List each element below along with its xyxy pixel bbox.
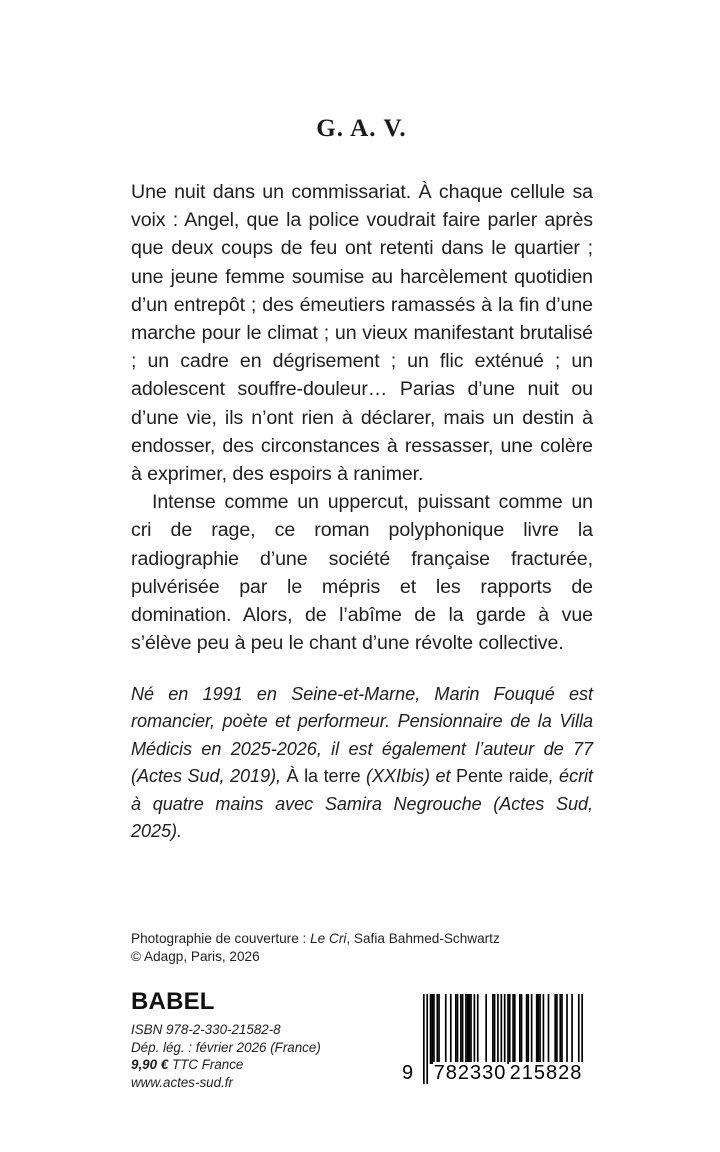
blurb-paragraph-2: Intense comme un uppercut, puissant comme un cri de rage, ce roman polyphonique livre la radiographie d’une société française fracturée, pulvérisée par le mépris et les rapports de domination. Alors, de l’abîme de la garde à vue s’élève peu à peu le chant d’une révolte collective. xyxy=(131,491,593,655)
publisher-imprint-babel: BABEL xyxy=(131,988,215,1015)
blurb-text xyxy=(131,178,593,657)
bio-work-title-a-la-terre: À la terre xyxy=(286,766,361,787)
price-suffix: TTC France xyxy=(168,1057,244,1073)
bio-segment-1: Né en 1991 en Seine-et-Marne, Marin Fouqué est romancier, poète et performeur. Pensionnaire de la Villa Médicis en 2025-2026, il est également l’auteur de 77 (Actes Sud, 2019), xyxy=(131,684,593,787)
blurb-paragraph-1: Une nuit dans un commissariat. À chaque cellule sa voix : Angel, que la police voudrait faire parler après que deux coups de feu ont retenti dans le quartier ; une jeune femme soumise au harcèlement quotidien d’un entrepôt ; des émeutiers ramassés à la fin d’une marche pour le climat ; un vieux manifestant brutalisé ; un cadre en dégrisement ; un flic exténué ; un adolescent souffre-douleur… Parias d’une nuit ou d’une vie, ils n’ont rien à déclarer, mais un destin à endosser, des circonstances à ressasser, une colère à exprimer, des espoirs à ranimer. xyxy=(131,181,593,486)
credit-line-photographer xyxy=(131,930,601,948)
price-line xyxy=(131,1056,321,1074)
bio-segment-5: , écrit à quatre mains avec Samira Negrouche (Actes Sud, 2025). xyxy=(131,766,593,842)
barcode-digits xyxy=(401,1062,591,1086)
bio-segment-3: (XXIbis) et xyxy=(360,766,457,787)
barcode-right-group: 215828 xyxy=(509,1062,583,1084)
credit-suffix: , Safia Bahmed-Schwartz xyxy=(346,931,500,946)
cover-photo-credit xyxy=(131,930,601,967)
legal-deposit-line: Dép. lég. : février 2026 (France) xyxy=(131,1039,321,1055)
barcode-left-group: 782330 xyxy=(433,1062,507,1084)
credit-copyright: © Adagp, Paris, 2026 xyxy=(131,949,260,965)
legal-info-block xyxy=(131,1021,321,1091)
page-title: G. A. V. xyxy=(316,115,407,142)
credit-work-title: Le Cri xyxy=(310,931,347,946)
price-value: 9,90 € xyxy=(131,1057,169,1073)
barcode-lead-digit: 9 xyxy=(402,1062,415,1084)
ean13-barcode xyxy=(401,988,591,1090)
credit-prefix: Photographie de couverture : xyxy=(131,931,311,946)
isbn-line: ISBN 978-2-330-21582-8 xyxy=(131,1022,281,1037)
author-biography xyxy=(131,681,593,845)
publisher-website: www.actes-sud.fr xyxy=(131,1074,233,1090)
bio-work-title-pente-raide: Pente raide xyxy=(456,766,549,787)
